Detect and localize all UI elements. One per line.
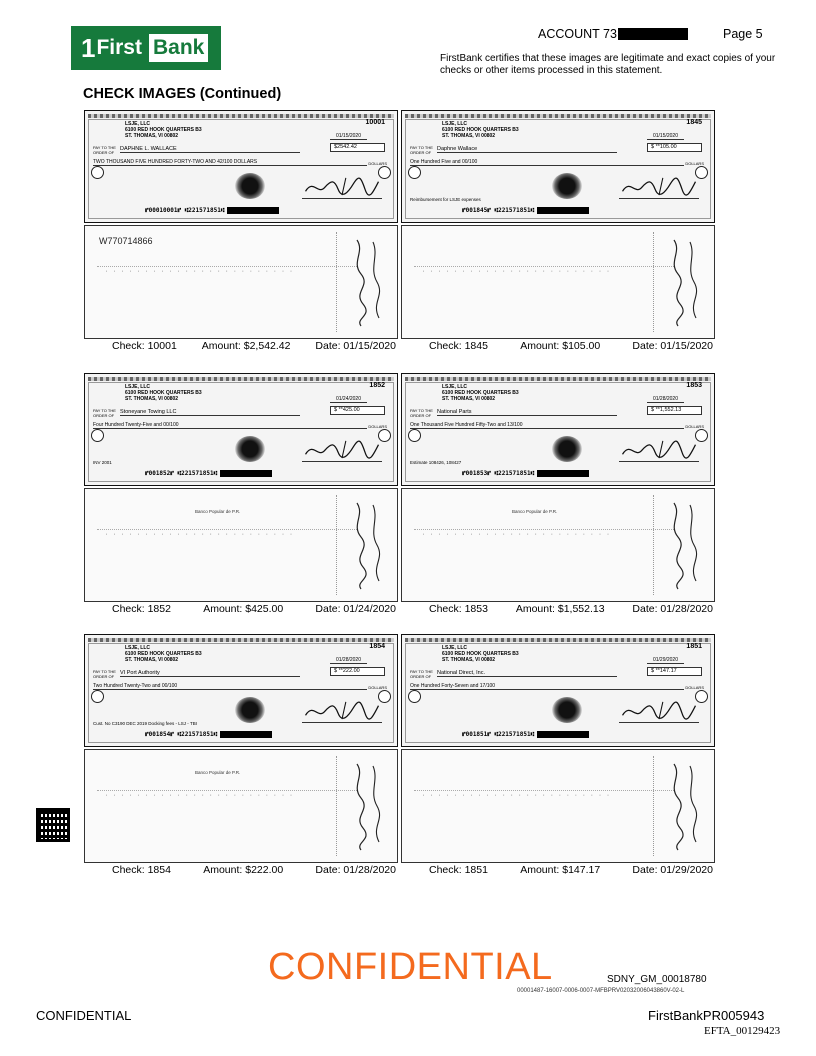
- redaction-bar: [537, 470, 589, 477]
- endorsement-strip: [653, 756, 657, 856]
- payee-name: National Parts: [437, 409, 617, 416]
- seal-icon: [235, 436, 265, 462]
- signature: [302, 698, 382, 723]
- payer-address: LSJE, LLC 6100 RED HOOK QUARTERS B3 ST. THOMAS, VI 00802: [442, 384, 519, 402]
- check-back[interactable]: [401, 488, 715, 602]
- account-label: ACCOUNT 73: [538, 27, 617, 41]
- payer-address: LSJE, LLC 6100 RED HOOK QUARTERS B3 ST. THOMAS, VI 00802: [125, 121, 202, 139]
- pay-to-label: PAY TO THE ORDER OF: [93, 408, 116, 418]
- amount-box: $ **222.00: [330, 667, 385, 676]
- caption-amount: Amount: $1,552.13: [515, 603, 605, 615]
- check-item: [401, 373, 715, 617]
- security-border: [88, 638, 394, 642]
- micr-text: ⑈001845⑈ ⑆221571851⑆: [462, 207, 535, 214]
- account-number: [538, 27, 688, 41]
- payer-address: LSJE, LLC 6100 RED HOOK QUARTERS B3 ST. THOMAS, VI 00802: [125, 645, 202, 663]
- endorsement-signature: [345, 232, 391, 332]
- check-caption: [401, 603, 715, 615]
- signature: [619, 698, 699, 723]
- check-item: [401, 634, 715, 878]
- payer-address: LSJE, LLC 6100 RED HOOK QUARTERS B3 ST. THOMAS, VI 00802: [125, 384, 202, 402]
- caption-date: Date: 01/15/2020: [315, 340, 396, 352]
- signature: [302, 437, 382, 462]
- check-number: 10001: [365, 119, 385, 126]
- check-date: 01/28/2020: [330, 657, 367, 664]
- bank-stamp: Banco Popular de P.R.: [512, 509, 558, 514]
- pay-to-label: PAY TO THE ORDER OF: [410, 408, 433, 418]
- check-item: [84, 373, 398, 617]
- endorsement-signature: [662, 232, 708, 332]
- dollars-label: DOLLARS: [685, 424, 704, 429]
- endorsement-line: [414, 790, 674, 791]
- logo-first: First: [96, 36, 142, 59]
- micr-text: ⑈001851⑈ ⑆221571851⑆: [462, 731, 535, 738]
- check-back[interactable]: [84, 488, 398, 602]
- payee-name: Stoneyane Towing LLC: [120, 409, 300, 416]
- back-micr: · · · · · · · · · · · · · · · · · · · · · · · ·: [105, 269, 294, 275]
- page-number: Page 5: [723, 27, 763, 41]
- check-date: 01/24/2020: [330, 396, 367, 403]
- amount-box: $2542.42: [330, 143, 385, 152]
- endorsement-strip: [336, 756, 340, 856]
- micr-line: [462, 207, 589, 214]
- check-number: 1845: [686, 119, 702, 126]
- redaction-bar: [220, 470, 272, 477]
- payee-name: VI Port Authority: [120, 670, 300, 677]
- bank-stamp: Banco Popular de P.R.: [195, 770, 241, 775]
- check-caption: [401, 864, 715, 876]
- dollars-label: DOLLARS: [368, 161, 387, 166]
- dollars-label: DOLLARS: [368, 685, 387, 690]
- caption-date: Date: 01/15/2020: [632, 340, 713, 352]
- caption-date: Date: 01/24/2020: [315, 603, 396, 615]
- check-number: 1854: [369, 643, 385, 650]
- check-caption: [84, 340, 398, 352]
- section-title: CHECK IMAGES (Continued): [83, 86, 282, 102]
- check-memo: Reimbursement for LSJE expenses: [410, 197, 481, 202]
- seal-icon: [552, 436, 582, 462]
- check-memo: Estimate 108426, 108427: [410, 460, 462, 465]
- certification-text: FirstBank certifies that these images are legitimate and exact copies of your checks or other items processed in this statement.: [440, 53, 776, 76]
- check-back[interactable]: [84, 225, 398, 339]
- qr-code: [36, 808, 70, 842]
- punch-hole-icon: [408, 690, 421, 703]
- payer-address: LSJE, LLC 6100 RED HOOK QUARTERS B3 ST. THOMAS, VI 00802: [442, 645, 519, 663]
- dollars-label: DOLLARS: [685, 685, 704, 690]
- seal-icon: [235, 697, 265, 723]
- caption-date: Date: 01/28/2020: [632, 603, 713, 615]
- micr-text: ⑈001852⑈ ⑆221571851⑆: [145, 470, 218, 477]
- payee-name: Daphne Wallace: [437, 146, 617, 153]
- pay-to-label: PAY TO THE ORDER OF: [410, 669, 433, 679]
- check-item: [84, 634, 398, 878]
- amount-words: One Thousand Five Hundred Fifty-Two and 13/100: [410, 422, 684, 429]
- check-back[interactable]: [401, 225, 715, 339]
- endorsement-line: [97, 266, 357, 267]
- punch-hole-icon: [91, 166, 104, 179]
- firstbank-logo: [71, 26, 221, 70]
- dollars-label: DOLLARS: [685, 161, 704, 166]
- endorsement-line: [414, 529, 674, 530]
- check-memo: INV 2001: [93, 460, 112, 465]
- check-date: 01/29/2020: [647, 657, 684, 664]
- bates-number: FirstBankPR005943: [648, 1008, 765, 1023]
- pay-to-label: PAY TO THE ORDER OF: [410, 145, 433, 155]
- back-micr: · · · · · · · · · · · · · · · · · · · · · · · ·: [422, 532, 611, 538]
- redaction-bar: [537, 207, 589, 214]
- check-front[interactable]: [401, 373, 715, 486]
- check-front[interactable]: [84, 373, 398, 486]
- micr-text: ⑈001854⑈ ⑆221571851⑆: [145, 731, 218, 738]
- signature: [619, 437, 699, 462]
- check-number: 1853: [686, 382, 702, 389]
- micr-line: [145, 207, 279, 214]
- signature: [619, 174, 699, 199]
- dollars-label: DOLLARS: [368, 424, 387, 429]
- pay-to-label: PAY TO THE ORDER OF: [93, 669, 116, 679]
- seal-icon: [235, 173, 265, 199]
- payer-address: LSJE, LLC 6100 RED HOOK QUARTERS B3 ST. THOMAS, VI 00802: [442, 121, 519, 139]
- redaction-bar: [227, 207, 279, 214]
- security-border: [405, 638, 711, 642]
- tracking-code: 00001487-16007-0006-0007-MFBPRV02032006043860V-02-L: [517, 988, 685, 994]
- amount-words: One Hundred Forty-Seven and 17/100: [410, 683, 684, 690]
- check-back[interactable]: [84, 749, 398, 863]
- endorsement-line: [97, 790, 357, 791]
- caption-amount: Amount: $105.00: [520, 340, 601, 352]
- check-number: 1852: [369, 382, 385, 389]
- endorsement-strip: [653, 495, 657, 595]
- caption-check-number: Check: 10001: [112, 340, 177, 352]
- check-item: [401, 110, 715, 354]
- signature: [302, 174, 382, 199]
- endorsement-strip: [653, 232, 657, 332]
- sdny-bates: SDNY_GM_00018780: [607, 974, 707, 985]
- endorsement-line: [97, 529, 357, 530]
- endorsement-strip: [336, 232, 340, 332]
- amount-box: $ **147.17: [647, 667, 702, 676]
- check-number: 1851: [686, 643, 702, 650]
- caption-amount: Amount: $2,542.42: [201, 340, 291, 352]
- payee-name: National Direct, Inc.: [437, 670, 617, 677]
- micr-text: ⑈001853⑈ ⑆221571851⑆: [462, 470, 535, 477]
- amount-box: $ **1,552.13: [647, 406, 702, 415]
- check-front[interactable]: [401, 110, 715, 223]
- back-micr: · · · · · · · · · · · · · · · · · · · · · · · ·: [105, 793, 294, 799]
- micr-line: [145, 731, 272, 738]
- redaction-bar: [220, 731, 272, 738]
- micr-line: [462, 731, 589, 738]
- endorsement-strip: [336, 495, 340, 595]
- check-back[interactable]: [401, 749, 715, 863]
- bank-stamp: Banco Popular de P.R.: [195, 509, 241, 514]
- caption-date: Date: 01/29/2020: [632, 864, 713, 876]
- punch-hole-icon: [91, 429, 104, 442]
- caption-check-number: Check: 1853: [429, 603, 488, 615]
- amount-box: $ **425.00: [330, 406, 385, 415]
- back-micr: · · · · · · · · · · · · · · · · · · · · · · · ·: [422, 269, 611, 275]
- micr-line: [145, 470, 272, 477]
- security-border: [88, 114, 394, 118]
- logo-one: 1: [81, 32, 95, 63]
- endorsement-signature: [345, 495, 391, 595]
- seal-icon: [552, 697, 582, 723]
- back-micr: · · · · · · · · · · · · · · · · · · · · · · · ·: [105, 532, 294, 538]
- check-item: [84, 110, 398, 354]
- pay-to-label: PAY TO THE ORDER OF: [93, 145, 116, 155]
- confidential-label: CONFIDENTIAL: [36, 1008, 132, 1023]
- caption-amount: Amount: $147.17: [520, 864, 601, 876]
- punch-hole-icon: [408, 429, 421, 442]
- caption-date: Date: 01/28/2020: [315, 864, 396, 876]
- caption-check-number: Check: 1854: [112, 864, 171, 876]
- caption-check-number: Check: 1845: [429, 340, 488, 352]
- micr-text: ⑈00010001⑈ ⑆221571851⑆: [145, 207, 225, 214]
- check-date: 01/28/2020: [647, 396, 684, 403]
- endorsement-signature: [662, 495, 708, 595]
- amount-words: Two Hundred Twenty-Two and 00/100: [93, 683, 367, 690]
- endorsement-signature: [345, 756, 391, 856]
- endorsement-signature: [662, 756, 708, 856]
- punch-hole-icon: [91, 690, 104, 703]
- check-caption: [84, 864, 398, 876]
- micr-line: [462, 470, 589, 477]
- amount-words: Four Hundred Twenty-Five and 00/100: [93, 422, 367, 429]
- check-caption: [84, 603, 398, 615]
- security-border: [88, 377, 394, 381]
- amount-box: $ **105.00: [647, 143, 702, 152]
- payee-name: DAPHNE L. WALLACE: [120, 146, 300, 153]
- confidential-watermark: CONFIDENTIAL: [268, 946, 553, 988]
- security-border: [405, 377, 711, 381]
- redaction-bar: [618, 28, 688, 40]
- check-memo: Cust. No C3190 DEC 2019 Docking fees - LSJ - TBI: [93, 721, 197, 726]
- check-date: 01/15/2020: [330, 133, 367, 140]
- back-code: W770714866: [99, 236, 153, 246]
- back-micr: · · · · · · · · · · · · · · · · · · · · · · · ·: [422, 793, 611, 799]
- check-front[interactable]: [84, 110, 398, 223]
- caption-check-number: Check: 1852: [112, 603, 171, 615]
- caption-check-number: Check: 1851: [429, 864, 488, 876]
- endorsement-line: [414, 266, 674, 267]
- check-caption: [401, 340, 715, 352]
- punch-hole-icon: [408, 166, 421, 179]
- logo-bank: Bank: [149, 34, 208, 62]
- security-border: [405, 114, 711, 118]
- caption-amount: Amount: $222.00: [203, 864, 284, 876]
- amount-words: One Hundred Five and 00/100: [410, 159, 684, 166]
- check-front[interactable]: [84, 634, 398, 747]
- check-date: 01/15/2020: [647, 133, 684, 140]
- caption-amount: Amount: $425.00: [203, 603, 284, 615]
- check-front[interactable]: [401, 634, 715, 747]
- seal-icon: [552, 173, 582, 199]
- amount-words: TWO THOUSAND FIVE HUNDRED FORTY-TWO AND 42/100 DOLLARS: [93, 159, 367, 166]
- redaction-bar: [537, 731, 589, 738]
- efta-number: EFTA_00129423: [704, 1025, 781, 1037]
